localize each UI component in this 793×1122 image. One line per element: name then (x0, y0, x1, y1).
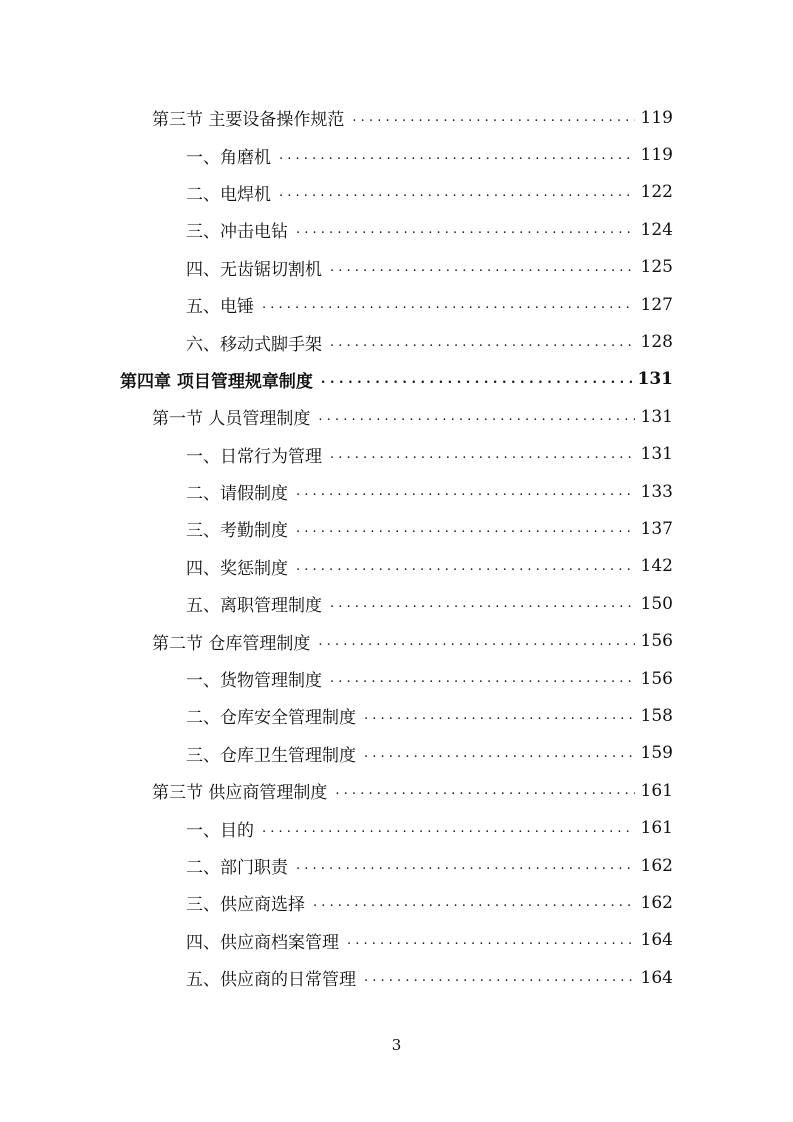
toc-entry-page: 161 (640, 818, 673, 839)
toc-subsection-entry[interactable] (0, 660, 793, 697)
toc-dot-leader (321, 372, 632, 387)
toc-entry-title: 一、日常行为管理 (186, 446, 322, 467)
toc-section-entry[interactable] (0, 99, 793, 136)
toc-dot-leader (262, 297, 635, 312)
toc-entry-title: 二、请假制度 (186, 484, 288, 505)
toc-subsection-entry[interactable] (0, 174, 793, 211)
toc-entry-page: 119 (640, 107, 673, 128)
toc-subsection-entry[interactable] (0, 959, 793, 996)
page-number: 3 (391, 1036, 402, 1054)
toc-entry-page: 162 (640, 855, 673, 876)
toc-entry-page: 122 (640, 182, 673, 203)
toc-subsection-entry[interactable] (0, 249, 793, 286)
toc-subsection-entry[interactable] (0, 436, 793, 473)
toc-dot-leader (279, 148, 635, 163)
toc-dot-leader (352, 110, 634, 125)
toc-entry-title: 三、供应商选择 (186, 895, 305, 916)
toc-entry-title: 二、电焊机 (186, 184, 271, 205)
toc-dot-leader (318, 409, 634, 424)
toc-subsection-entry[interactable] (0, 136, 793, 173)
toc-subsection-entry[interactable] (0, 809, 793, 846)
toc-entry-page: 150 (640, 593, 673, 614)
toc-dot-leader (296, 484, 635, 499)
toc-dot-leader (364, 708, 635, 723)
toc-entry-title: 五、电锤 (186, 297, 254, 318)
toc-dot-leader (330, 671, 635, 686)
toc-entry-page: 156 (640, 631, 673, 652)
toc-section-entry[interactable] (0, 398, 793, 435)
toc-entry-title: 四、供应商档案管理 (186, 932, 339, 953)
toc-entry-page: 161 (640, 780, 673, 801)
toc-dot-leader (330, 260, 635, 275)
toc-subsection-entry[interactable] (0, 473, 793, 510)
toc-entry-page: 142 (640, 556, 673, 577)
toc-subsection-entry[interactable] (0, 211, 793, 248)
toc-entry-title: 四、奖惩制度 (186, 558, 288, 579)
toc-entry-page: 124 (640, 219, 673, 240)
toc-subsection-entry[interactable] (0, 548, 793, 585)
toc-entry-title: 三、仓库卫生管理制度 (186, 745, 356, 766)
toc-entry-page: 127 (640, 294, 673, 315)
toc-dot-leader (364, 746, 635, 761)
toc-section-entry[interactable] (0, 622, 793, 659)
toc-entry-title: 五、离职管理制度 (186, 596, 322, 617)
toc-entry-title: 四、无齿锯切割机 (186, 259, 322, 280)
toc-entry-page: 164 (640, 930, 673, 951)
toc-entry-title: 一、目的 (186, 820, 254, 841)
toc-entry-page: 131 (640, 444, 673, 465)
toc-entry-page: 164 (640, 967, 673, 988)
toc-dot-leader (364, 970, 635, 985)
toc-entry-page: 131 (637, 369, 673, 390)
toc-entry-page: 128 (640, 332, 673, 353)
toc-dot-leader (262, 821, 635, 836)
toc-entry-page: 156 (640, 668, 673, 689)
toc-entry-title: 五、供应商的日常管理 (186, 970, 356, 991)
toc-section-entry[interactable] (0, 772, 793, 809)
toc-entry-title: 第三节 主要设备操作规范 (152, 110, 345, 131)
toc-subsection-entry[interactable] (0, 922, 793, 959)
toc-dot-leader (347, 933, 635, 948)
toc-entry-title: 三、冲击电钻 (186, 222, 288, 243)
toc-entry-title: 一、角磨机 (186, 147, 271, 168)
toc-entry-page: 133 (640, 481, 673, 502)
toc-entry-title: 第三节 供应商管理制度 (152, 783, 328, 804)
toc-dot-leader (318, 634, 634, 649)
toc-subsection-entry[interactable] (0, 884, 793, 921)
toc-entry-title: 二、部门职责 (186, 858, 288, 878)
toc-subsection-entry[interactable] (0, 847, 793, 884)
toc-dot-leader (296, 222, 635, 237)
toc-entry-title: 三、考勤制度 (186, 521, 288, 542)
toc-entry-title: 二、仓库安全管理制度 (186, 708, 356, 729)
toc-subsection-entry[interactable] (0, 286, 793, 323)
toc-dot-leader (279, 185, 635, 200)
toc-entry-title: 一、货物管理制度 (186, 671, 322, 692)
toc-entry-title: 第二节 仓库管理制度 (152, 633, 311, 654)
toc-subsection-entry[interactable] (0, 323, 793, 360)
toc-subsection-entry[interactable] (0, 735, 793, 772)
toc-entry-page: 158 (640, 705, 673, 726)
toc-chapter-entry[interactable] (0, 361, 793, 398)
toc-dot-leader (330, 447, 635, 462)
toc-entry-title: 第四章 项目管理规章制度 (120, 371, 313, 392)
toc-subsection-entry[interactable] (0, 585, 793, 622)
toc-entry-page: 131 (640, 406, 673, 427)
toc-dot-leader (296, 521, 635, 536)
toc-entry-page: 162 (640, 892, 673, 913)
toc-entry-page: 119 (640, 145, 673, 166)
toc-entry-page: 137 (640, 518, 673, 539)
table-of-contents (0, 99, 793, 996)
toc-dot-leader (335, 783, 634, 798)
toc-entry-page: 159 (640, 743, 673, 764)
toc-dot-leader (296, 858, 635, 873)
toc-entry-page: 125 (640, 257, 673, 278)
toc-dot-leader (296, 559, 635, 574)
toc-dot-leader (330, 596, 635, 611)
toc-entry-title: 第一节 人员管理制度 (152, 409, 311, 430)
toc-dot-leader (330, 335, 635, 350)
toc-subsection-entry[interactable] (0, 510, 793, 547)
toc-entry-title: 六、移动式脚手架 (186, 334, 322, 355)
toc-dot-leader (313, 895, 635, 910)
toc-subsection-entry[interactable] (0, 697, 793, 734)
